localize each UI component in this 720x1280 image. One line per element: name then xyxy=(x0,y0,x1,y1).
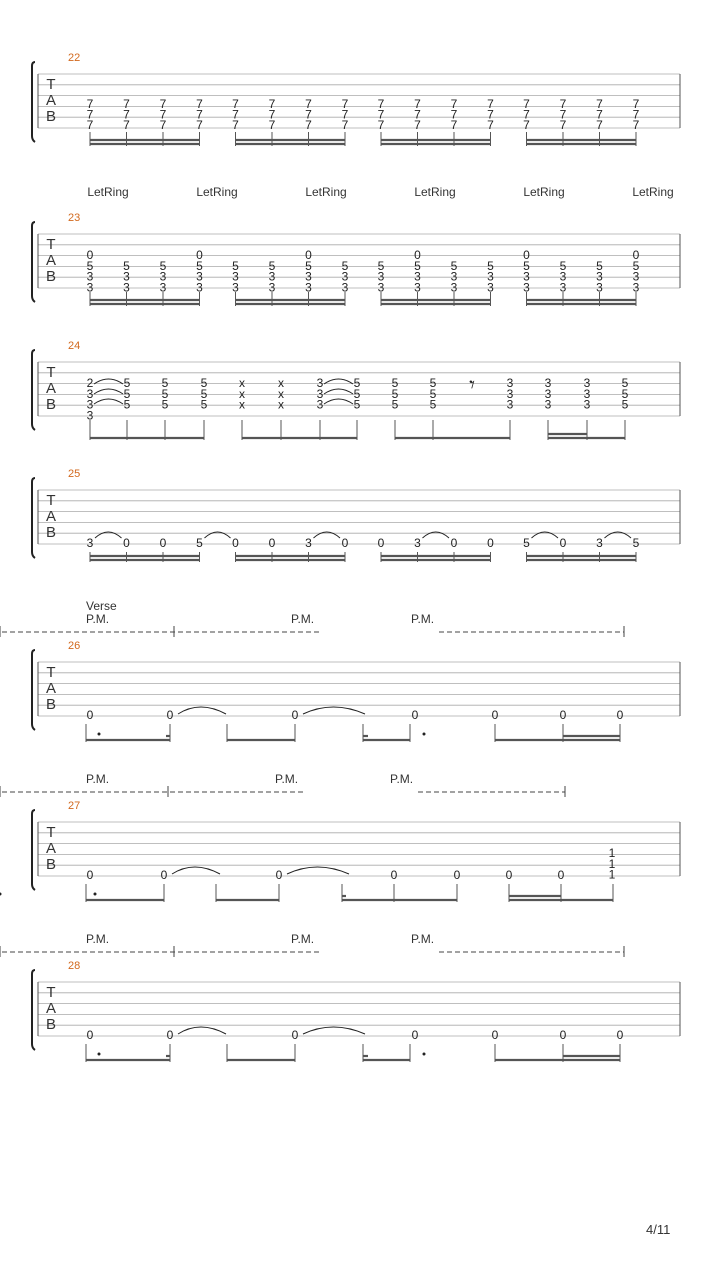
palm-mute-label: P.M. xyxy=(291,932,315,946)
fret-number: 3 xyxy=(268,280,276,295)
fret-number: 5 xyxy=(200,397,208,412)
fret-number: 3 xyxy=(123,269,130,284)
palm-mute-label: P.M. xyxy=(411,612,435,626)
tab-clef-t: T xyxy=(46,492,56,509)
tab-clef-a: A xyxy=(45,1000,57,1017)
fret-number: 7 xyxy=(596,118,603,132)
fret-number: 0 xyxy=(377,536,385,550)
palm-mute-label: P.M. xyxy=(275,772,299,786)
fret-number: 3 xyxy=(86,408,94,423)
dot xyxy=(94,893,97,896)
tab-clef-a: A xyxy=(45,92,57,109)
fret-number: 7 xyxy=(196,107,203,122)
fret-number: 3 xyxy=(596,269,603,284)
fret-number: x xyxy=(278,397,284,412)
fret-number: 5 xyxy=(523,536,530,550)
fret-number: 0 xyxy=(487,536,494,550)
fret-number: 5 xyxy=(391,397,399,412)
palm-mute-label: P.M. xyxy=(86,772,110,786)
fret-number: 3 xyxy=(86,397,94,412)
fret-number: 1 xyxy=(608,867,616,882)
fret-number: 7 xyxy=(123,107,130,122)
fret-number: 3 xyxy=(86,269,94,284)
fret-number: 7 xyxy=(232,97,239,111)
fret-number: 3 xyxy=(487,280,494,295)
fret-number: 3 xyxy=(316,397,324,412)
fret-number: 7 xyxy=(159,97,167,111)
fret-number: 5 xyxy=(123,386,131,401)
fret-number: 0 xyxy=(291,1028,299,1042)
fret-number: 7 xyxy=(268,97,276,111)
fret-number: 0 xyxy=(411,708,419,722)
fret-number: 3 xyxy=(196,269,203,284)
fret-number: 3 xyxy=(232,269,239,284)
let-ring-label: LetRing xyxy=(87,185,129,199)
fret-number: 5 xyxy=(632,258,640,273)
fret-number: 7 xyxy=(487,118,494,132)
measure-number: 28 xyxy=(68,960,81,972)
fret-number: 5 xyxy=(621,376,629,390)
dot xyxy=(98,1053,101,1056)
fret-number: 7 xyxy=(86,118,94,132)
page-number: 4/11 xyxy=(646,1222,671,1237)
tab-clef-a: A xyxy=(45,680,57,697)
tab-clef-t: T xyxy=(46,236,56,253)
fret-number: 0 xyxy=(160,868,168,882)
fret-number: 3 xyxy=(341,280,349,295)
fret-number: 7 xyxy=(596,97,603,111)
fret-number: 3 xyxy=(414,280,421,295)
fret-number: 5 xyxy=(429,386,437,401)
dot xyxy=(98,733,101,736)
fret-number: 7 xyxy=(86,107,94,122)
dot xyxy=(0,893,2,896)
slur xyxy=(94,389,123,394)
measure-number: 26 xyxy=(68,640,81,652)
fret-number: 7 xyxy=(377,118,385,132)
measure-number: 27 xyxy=(68,800,81,812)
tie xyxy=(303,707,365,714)
fret-number: 5 xyxy=(391,386,399,401)
fret-number: x xyxy=(239,397,245,412)
fret-number: 3 xyxy=(544,386,552,401)
fret-number: 3 xyxy=(523,280,530,295)
fret-number: 3 xyxy=(377,269,385,284)
staff-bracket xyxy=(32,350,35,430)
fret-number: 0 xyxy=(632,248,640,262)
fret-number: 7 xyxy=(596,107,603,122)
fret-number: 3 xyxy=(583,386,591,401)
fret-number: 5 xyxy=(391,376,399,390)
fret-number: 5 xyxy=(305,258,312,273)
fret-number: 5 xyxy=(377,258,385,273)
fret-number: 0 xyxy=(557,868,565,882)
section-label: Verse xyxy=(86,599,117,613)
fret-number: 3 xyxy=(506,376,514,390)
tab-clef-a: A xyxy=(45,380,57,397)
fret-number: 3 xyxy=(544,376,552,390)
fret-number: 5 xyxy=(621,397,629,412)
fret-number: 7 xyxy=(341,97,349,111)
fret-number: 0 xyxy=(491,1028,499,1042)
fret-number: 0 xyxy=(123,536,130,550)
dot xyxy=(423,733,426,736)
fret-number: 7 xyxy=(341,118,349,132)
let-ring-label: LetRing xyxy=(305,185,347,199)
fret-number: 3 xyxy=(86,280,94,295)
fret-number: 0 xyxy=(491,708,499,722)
fret-number: 1 xyxy=(608,856,616,871)
fret-number: 5 xyxy=(86,258,94,273)
fret-number: 7 xyxy=(159,107,167,122)
fret-number: 7 xyxy=(196,97,203,111)
fret-number: 3 xyxy=(506,386,514,401)
fret-number: 5 xyxy=(200,376,208,390)
fret-number: 7 xyxy=(559,97,567,111)
fret-number: 5 xyxy=(341,258,349,273)
let-ring-label: LetRing xyxy=(414,185,456,199)
fret-number: 3 xyxy=(450,280,458,295)
fret-number: 3 xyxy=(377,280,385,295)
fret-number: 7 xyxy=(450,118,458,132)
fret-number: 3 xyxy=(268,269,276,284)
fret-number: x xyxy=(278,376,284,390)
measure-number: 23 xyxy=(68,212,81,224)
tie xyxy=(178,1027,226,1034)
tab-clef-b: B xyxy=(45,856,57,873)
fret-number: 7 xyxy=(414,107,421,122)
slur xyxy=(324,399,353,404)
fret-number: x xyxy=(278,386,284,401)
fret-number: 0 xyxy=(453,868,461,882)
fret-number: 5 xyxy=(123,258,130,273)
fret-number: 0 xyxy=(166,1028,174,1042)
palm-mute-label: P.M. xyxy=(411,932,435,946)
fret-number: 0 xyxy=(232,536,239,550)
fret-number: 0 xyxy=(559,708,567,722)
fret-number: 0 xyxy=(86,1028,94,1042)
slur xyxy=(94,399,123,404)
fret-number: 5 xyxy=(523,258,530,273)
fret-number: 0 xyxy=(268,536,276,550)
tie xyxy=(178,707,226,714)
fret-number: 7 xyxy=(86,97,94,111)
tab-clef-b: B xyxy=(45,396,57,413)
fret-number: 5 xyxy=(123,397,131,412)
fret-number: 3 xyxy=(487,269,494,284)
fret-number: 5 xyxy=(200,386,208,401)
fret-number: 3 xyxy=(316,376,324,390)
tab-clef-t: T xyxy=(46,824,56,841)
palm-mute-label: P.M. xyxy=(291,612,315,626)
fret-number: 0 xyxy=(616,1028,624,1042)
tab-clef-t: T xyxy=(46,76,56,93)
fret-number: 7 xyxy=(632,107,640,122)
tab-clef-b: B xyxy=(45,524,57,541)
fret-number: 3 xyxy=(506,397,514,412)
fret-number: 5 xyxy=(161,376,169,390)
fret-number: 7 xyxy=(196,118,203,132)
fret-number: 7 xyxy=(232,107,239,122)
fret-number: 5 xyxy=(161,397,169,412)
fret-number: 3 xyxy=(159,269,167,284)
slur xyxy=(324,389,353,394)
fret-number: 0 xyxy=(616,708,624,722)
palm-mute-label: P.M. xyxy=(86,932,110,946)
fret-number: 3 xyxy=(559,269,567,284)
staff-bracket xyxy=(32,62,35,142)
tab-clef-b: B xyxy=(45,1016,57,1033)
fret-number: 0 xyxy=(414,248,421,262)
fret-number: 1 xyxy=(608,846,616,860)
fret-number: 0 xyxy=(166,708,174,722)
fret-number: 0 xyxy=(559,536,567,550)
fret-number: 7 xyxy=(305,118,312,132)
measure-number: 25 xyxy=(68,468,81,480)
fret-number: 5 xyxy=(429,376,437,390)
tab-clef-b: B xyxy=(45,696,57,713)
fret-number: 3 xyxy=(559,280,567,295)
fret-number: 7 xyxy=(123,118,130,132)
fret-number: 3 xyxy=(305,536,312,550)
dot xyxy=(423,1053,426,1056)
fret-number: 5 xyxy=(159,258,167,273)
fret-number: 7 xyxy=(232,118,239,132)
tab-clef-t: T xyxy=(46,364,56,381)
fret-number: x xyxy=(239,386,245,401)
fret-number: 0 xyxy=(275,868,283,882)
fret-number: 7 xyxy=(632,97,640,111)
fret-number: 0 xyxy=(86,868,94,882)
staff-bracket xyxy=(32,810,35,890)
fret-number: 2 xyxy=(86,376,94,390)
fret-number: 3 xyxy=(450,269,458,284)
fret-number: 0 xyxy=(86,708,94,722)
fret-number: 3 xyxy=(632,269,640,284)
fret-number: 7 xyxy=(487,107,494,122)
fret-number: 5 xyxy=(268,258,276,273)
tab-clef-b: B xyxy=(45,268,57,285)
fret-number: 5 xyxy=(450,258,458,273)
fret-number: 5 xyxy=(621,386,629,401)
fret-number: 0 xyxy=(411,1028,419,1042)
fret-number: 5 xyxy=(196,536,203,550)
fret-number: 7 xyxy=(487,97,494,111)
tie xyxy=(172,867,220,874)
fret-number: 7 xyxy=(305,107,312,122)
tab-clef-t: T xyxy=(46,664,56,681)
fret-number: 0 xyxy=(86,248,94,262)
fret-number: 5 xyxy=(632,536,640,550)
fret-number: 0 xyxy=(559,1028,567,1042)
fret-number: 3 xyxy=(523,269,530,284)
tie xyxy=(303,1027,365,1034)
fret-number: 3 xyxy=(123,280,130,295)
fret-number: 0 xyxy=(196,248,203,262)
fret-number: 3 xyxy=(596,536,603,550)
staff-bracket xyxy=(32,478,35,558)
fret-number: 5 xyxy=(353,386,361,401)
fret-number: 5 xyxy=(353,397,361,412)
fret-number: 0 xyxy=(305,248,312,262)
fret-number: 5 xyxy=(414,258,421,273)
fret-number: 3 xyxy=(414,536,421,550)
fret-number: 7 xyxy=(450,107,458,122)
fret-number: 3 xyxy=(632,280,640,295)
fret-number: 3 xyxy=(305,269,312,284)
fret-number: 7 xyxy=(377,97,385,111)
palm-mute-label: P.M. xyxy=(86,612,110,626)
fret-number: 7 xyxy=(523,118,530,132)
fret-number: 3 xyxy=(86,536,94,550)
measure-number: 22 xyxy=(68,52,81,64)
staff-bracket xyxy=(32,970,35,1050)
fret-number: 3 xyxy=(341,269,349,284)
fret-number: 5 xyxy=(123,376,131,390)
fret-number: 0 xyxy=(450,536,458,550)
tie xyxy=(287,867,349,874)
fret-number: 7 xyxy=(414,118,421,132)
fret-number: 5 xyxy=(232,258,239,273)
fret-number: 7 xyxy=(123,97,130,111)
fret-number: 5 xyxy=(559,258,567,273)
tab-clef-a: A xyxy=(45,252,57,269)
rest-icon: 𝄾 xyxy=(469,372,475,397)
fret-number: 7 xyxy=(632,118,640,132)
fret-number: 7 xyxy=(559,118,567,132)
fret-number: 3 xyxy=(159,280,167,295)
fret-number: 7 xyxy=(414,97,421,111)
fret-number: 0 xyxy=(341,536,349,550)
fret-number: 0 xyxy=(159,536,167,550)
fret-number: 5 xyxy=(161,386,169,401)
fret-number: 3 xyxy=(583,376,591,390)
fret-number: 0 xyxy=(291,708,299,722)
tab-clef-a: A xyxy=(45,840,57,857)
fret-number: 0 xyxy=(505,868,513,882)
fret-number: 3 xyxy=(196,280,203,295)
fret-number: 7 xyxy=(341,107,349,122)
fret-number: 5 xyxy=(429,397,437,412)
fret-number: 7 xyxy=(450,97,458,111)
fret-number: 5 xyxy=(596,258,603,273)
fret-number: 5 xyxy=(353,376,361,390)
fret-number: 3 xyxy=(544,397,552,412)
fret-number: 5 xyxy=(487,258,494,273)
fret-number: 7 xyxy=(268,107,276,122)
fret-number: 3 xyxy=(316,386,324,401)
fret-number: 3 xyxy=(596,280,603,295)
fret-number: 7 xyxy=(377,107,385,122)
fret-number: 0 xyxy=(390,868,398,882)
staff-bracket xyxy=(32,650,35,730)
let-ring-label: LetRing xyxy=(196,185,238,199)
fret-number: 3 xyxy=(86,386,94,401)
fret-number: 3 xyxy=(583,397,591,412)
fret-number: 7 xyxy=(268,118,276,132)
fret-number: 5 xyxy=(196,258,203,273)
palm-mute-label: P.M. xyxy=(390,772,414,786)
tab-clef-b: B xyxy=(45,108,57,125)
fret-number: 3 xyxy=(232,280,239,295)
fret-number: 3 xyxy=(305,280,312,295)
fret-number: 3 xyxy=(414,269,421,284)
fret-number: x xyxy=(239,376,245,390)
staff-bracket xyxy=(32,222,35,302)
let-ring-label: LetRing xyxy=(523,185,565,199)
fret-number: 0 xyxy=(523,248,530,262)
tab-clef-a: A xyxy=(45,508,57,525)
fret-number: 7 xyxy=(159,118,167,132)
let-ring-label: LetRing xyxy=(632,185,674,199)
tab-clef-t: T xyxy=(46,984,56,1001)
fret-number: 7 xyxy=(559,107,567,122)
fret-number: 7 xyxy=(523,97,530,111)
measure-number: 24 xyxy=(68,340,81,352)
fret-number: 7 xyxy=(305,97,312,111)
fret-number: 7 xyxy=(523,107,530,122)
